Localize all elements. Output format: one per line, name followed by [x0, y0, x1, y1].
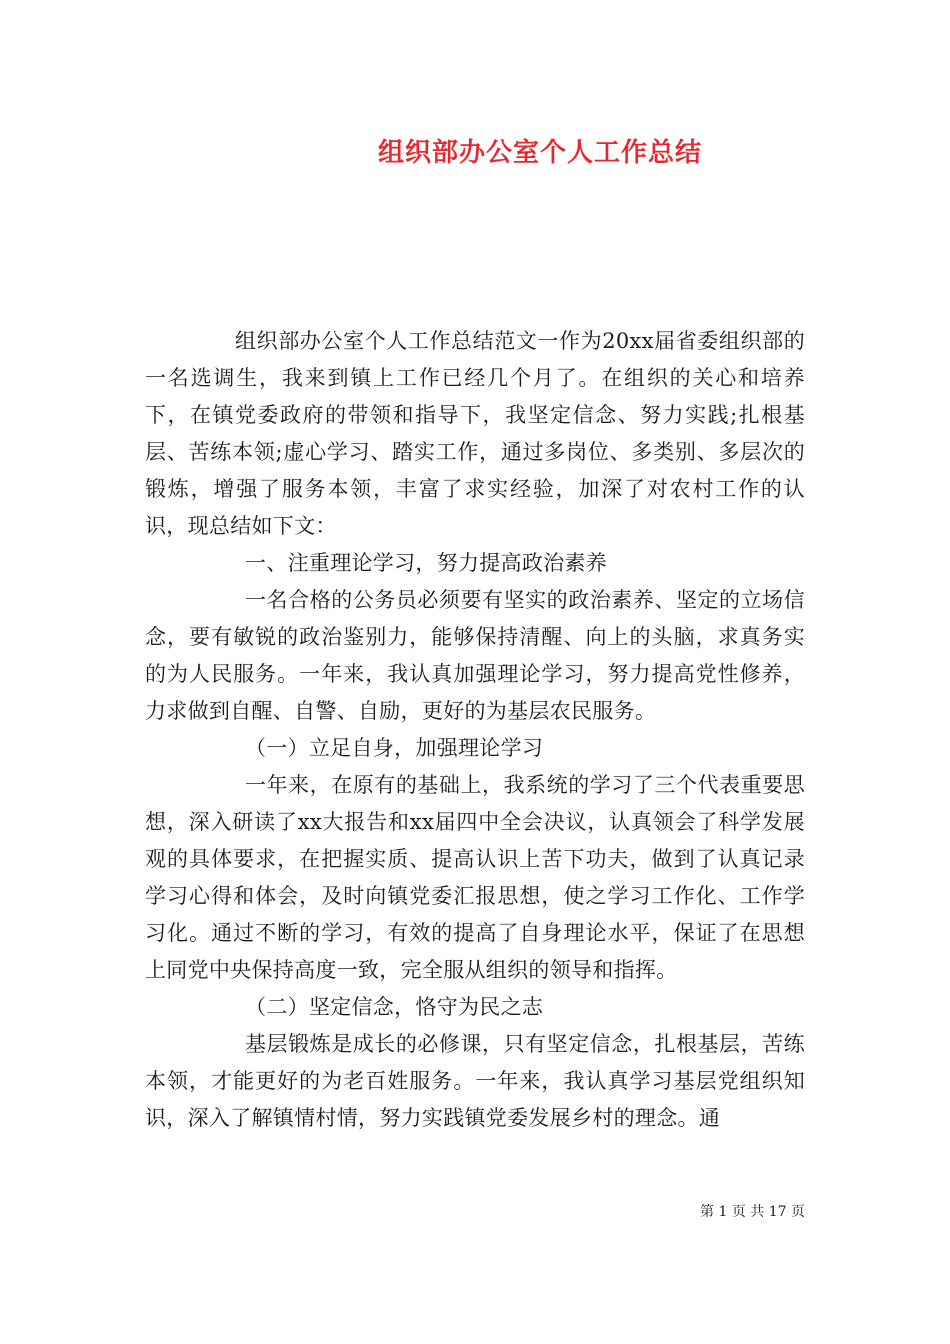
document-title: 组织部办公室个人工作总结	[377, 138, 702, 168]
paragraph-subsection-2: 基层锻炼是成长的必修课，只有坚定信念，扎根基层，苦练本领，才能更好的为老百姓服务。一年来，我认真学习基层党组织知识，深入了解镇情村情，努力实践镇党委发展乡村的理念。通	[145, 1032, 805, 1130]
paragraph-section-1: 一名合格的公务员必须要有坚实的政治素养、坚定的立场信念，要有敏锐的政治鉴别力，能够保持清醒、向上的头脑，求真务实的为人民服务。一年来，我认真加强理论学习，努力提高党性修养，力求做到自醒、自警、自励，更好的为基层农民服务。	[145, 588, 805, 723]
subsection-heading-1: （一）立足自身，加强理论学习	[245, 736, 544, 760]
paragraph-subsection-1: 一年来，在原有的基础上，我系统的学习了三个代表重要思想，深入研读了xx大报告和xx届四中全会决议，认真领会了科学发展观的具体要求，在把握实质、提高认识上苦下功夫，做到了认真记录学习心得和体会，及时向镇党委汇报思想，使之学习工作化、工作学习化。通过不断的学习，有效的提高了自身理论水平，保证了在思想上同党中央保持高度一致，完全服从组织的领导和指挥。	[145, 773, 805, 982]
subsection-heading-2: （二）坚定信念，恪守为民之志	[245, 995, 544, 1019]
paragraph-intro: 组织部办公室个人工作总结范文一作为20xx届省委组织部的一名选调生，我来到镇上工作已经几个月了。在组织的关心和培养下，在镇党委政府的带领和指导下，我坚定信念、努力实践;扎根基层、苦练本领;虚心学习、踏实工作，通过多岗位、多类别、多层次的锻炼，增强了服务本领，丰富了求实经验，加深了对农村工作的认识，现总结如下文：	[145, 329, 805, 538]
section-heading-1: 一、注重理论学习，努力提高政治素养	[245, 551, 608, 575]
page-number: 第 1 页 共 17 页	[700, 1204, 805, 1220]
document-body	[145, 323, 805, 1137]
